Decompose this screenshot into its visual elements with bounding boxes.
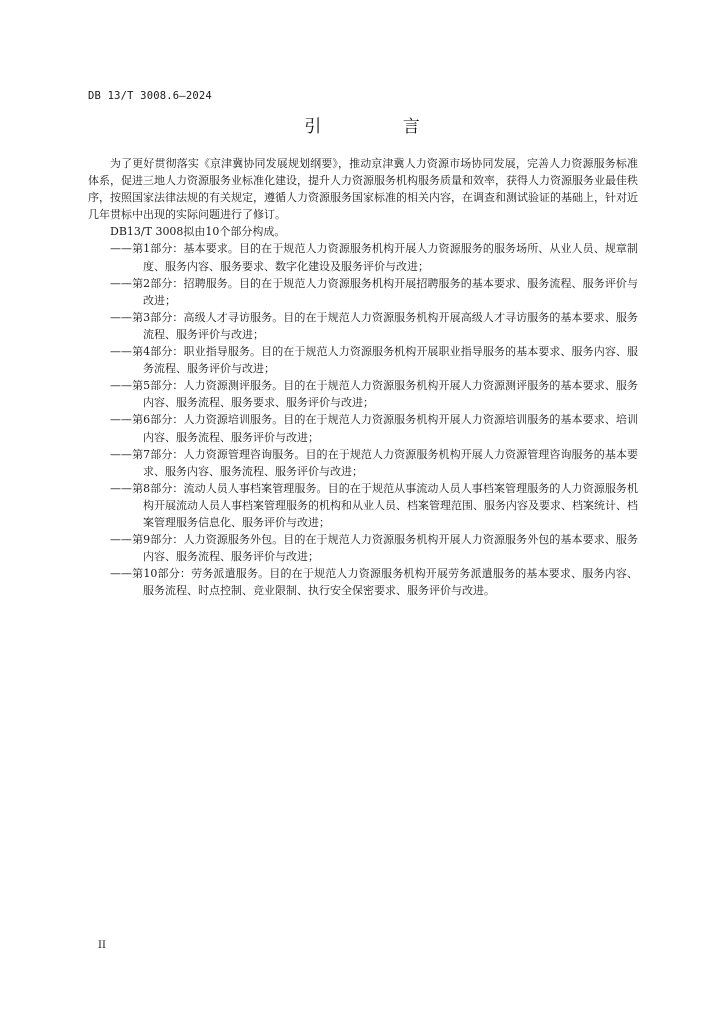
part-item-7: ——第7部分：人力资源管理咨询服务。目的在于规范人力资源服务机构开展人力资源管理咨询服务的基本要求、服务内容、服务流程、服务评价与改进； xyxy=(110,447,638,478)
composition-line: DB13/T 3008拟由10个部分构成。 xyxy=(110,225,286,239)
section-title: 引 言 xyxy=(304,117,458,137)
part-item-3: ——第3部分：高级人才寻访服务。目的在于规范人力资源服务机构开展高级人才寻访服务的基本要求、服务流程、服务评价与改进； xyxy=(110,310,638,341)
part-item-4: ——第4部分：职业指导服务。目的在于规范人力资源服务机构开展职业指导服务的基本要求、服务内容、服务流程、服务评价与改进； xyxy=(110,345,638,376)
part-item-6: ——第6部分：人力资源培训服务。目的在于规范人力资源服务机构开展人力资源培训服务的基本要求、培训内容、服务流程、服务评价与改进； xyxy=(110,413,638,444)
page-number: II xyxy=(98,940,106,951)
document-body xyxy=(88,155,638,599)
part-item-1: ——第1部分：基本要求。目的在于规范人力资源服务机构开展人力资源服务的服务场所、从业人员、规章制度、服务内容、服务要求、数字化建设及服务评价与改进； xyxy=(110,242,638,273)
part-item-5: ——第5部分：人力资源测评服务。目的在于规范人力资源服务机构开展人力资源测评服务的基本要求、服务内容、服务流程、服务要求、服务评价与改进； xyxy=(110,379,638,410)
part-item-9: ——第9部分：人力资源服务外包。目的在于规范人力资源服务机构开展人力资源服务外包的基本要求、服务内容、服务流程、服务评价与改进； xyxy=(110,533,638,564)
part-item-8: ——第8部分：流动人员人事档案管理服务。目的在于规范从事流动人员人事档案管理服务的人力资源服务机构开展流动人员人事档案管理服务的机构和从业人员、档案管理范围、服务内容及要求、档案统计、档案管理服务信息化、服务评价与改进； xyxy=(110,481,638,529)
part-item-10: ——第10部分：劳务派遣服务。目的在于规范人力资源服务机构开展劳务派遣服务的基本要求、服务内容、服务流程、时点控制、竞业限制、执行安全保密要求、服务评价与改进。 xyxy=(110,567,638,598)
part-item-2: ——第2部分：招聘服务。目的在于规范人力资源服务机构开展招聘服务的基本要求、服务流程、服务评价与改进； xyxy=(110,276,638,307)
document-code: DB 13/T 3008.6—2024 xyxy=(88,90,212,102)
intro-paragraph: 为了更好贯彻落实《京津冀协同发展规划纲要》，推动京津冀人力资源市场协同发展，完善人力资源服务标准体系，促进三地人力资源服务业标准化建设，提升人力资源服务机构服务质量和效率，获得人力资源服务业最佳秩序，按照国家法律法规的有关规定，遵循人力资源服务国家标准的相关内容，在调查和测试验证的基础上，针对近几年贯标中出现的实际问题进行了修订。 xyxy=(88,157,638,222)
